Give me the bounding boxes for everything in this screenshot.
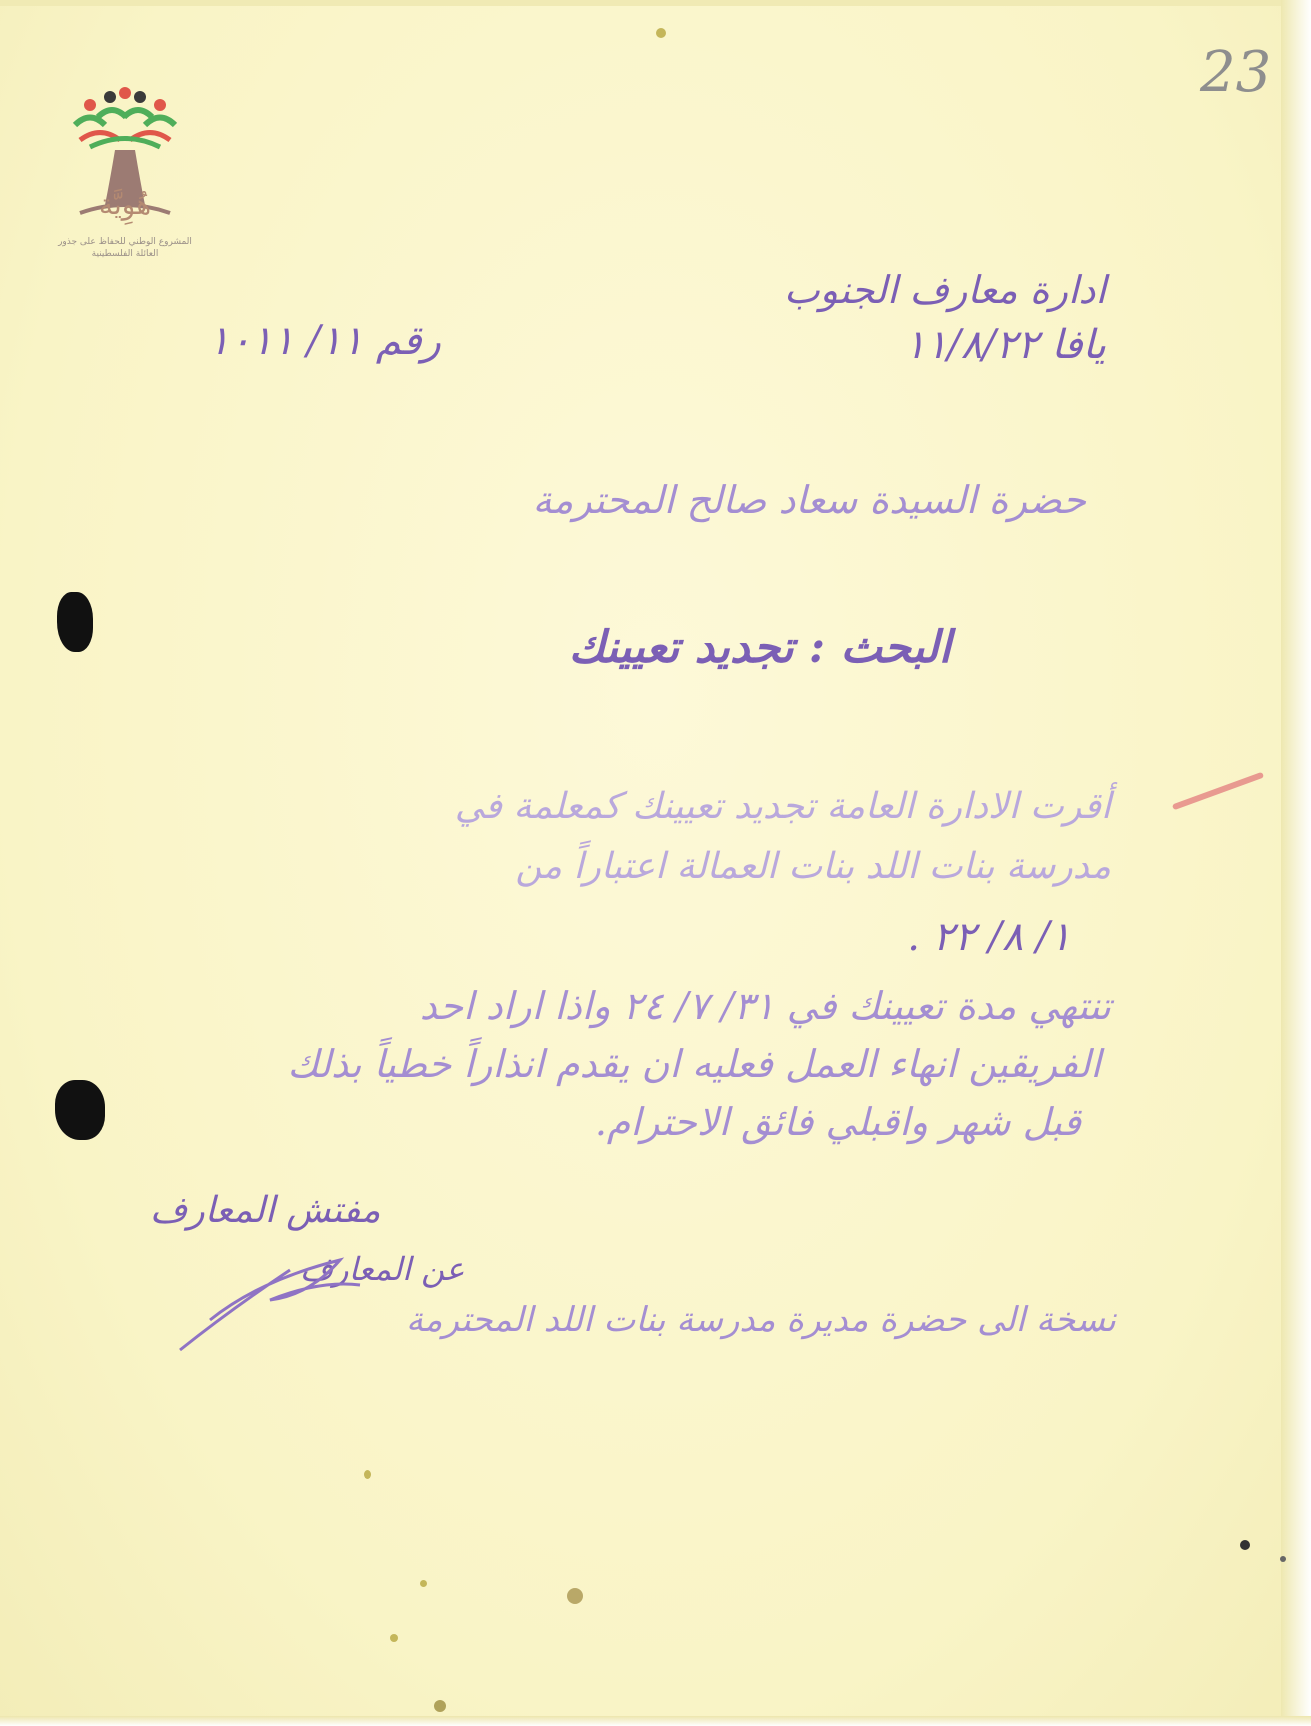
red-pencil-mark: [1172, 772, 1264, 810]
logo-name: هُوِيَّة: [98, 188, 152, 221]
page-edge-bottom: [0, 1716, 1311, 1726]
paper-speck: [420, 1580, 427, 1587]
sender: ادارة معارف الجنوب: [784, 268, 1106, 312]
page-edge-top: [0, 0, 1311, 6]
paper-speck: [656, 28, 666, 38]
body2-line-1: تنتهي مدة تعيينك في ٣١/ ٧/ ٢٤ واذا اراد احد: [419, 984, 1111, 1028]
logo-tagline: المشروع الوطني للحفاظ على جذور العائلة الفلسطينية: [58, 237, 192, 259]
body-line-2: مدرسة بنات اللد بنات العمالة اعتباراً من: [515, 846, 1111, 887]
body2-line-3: قبل شهر واقبلي فائق الاحترام.: [594, 1100, 1081, 1144]
paper-speck: [567, 1588, 583, 1604]
signature: عن المعارف: [300, 1250, 465, 1288]
signature-scribble: [170, 1240, 370, 1360]
paper-speck: [434, 1700, 446, 1712]
punch-hole-top: [57, 592, 93, 652]
paper-speck: [1240, 1540, 1250, 1550]
place-date: يافا ١١/٨/٢٢: [904, 322, 1106, 368]
paper-speck: [1280, 1556, 1286, 1562]
signature-title: مفتش المعارف: [150, 1190, 381, 1231]
punch-hole-bottom: [55, 1080, 105, 1140]
subject: البحث : تجديد تعيينك: [568, 622, 951, 673]
body2-line-2: الفريقين انهاء العمل فعليه ان يقدم انذاراً خطياً بذلك: [287, 1042, 1101, 1086]
paper-speck: [364, 1470, 371, 1479]
page-edge-right: [1281, 0, 1311, 1726]
archive-page-number: 23: [1200, 40, 1272, 105]
body-line-3: ١/ ٨/ ٢٢ .: [907, 914, 1071, 960]
reference-number: رقم ١١/ ١٠١١: [208, 318, 441, 364]
paper-speck: [390, 1634, 398, 1642]
family-tree-icon: [60, 45, 190, 265]
copy-to: نسخة الى حضرة مديرة مدرسة بنات اللد المحترمة: [406, 1300, 1116, 1340]
addressee: حضرة السيدة سعاد صالح المحترمة: [532, 478, 1086, 522]
body-line-1: أقرت الادارة العامة تجديد تعيينك كمعلمة في: [454, 786, 1111, 827]
